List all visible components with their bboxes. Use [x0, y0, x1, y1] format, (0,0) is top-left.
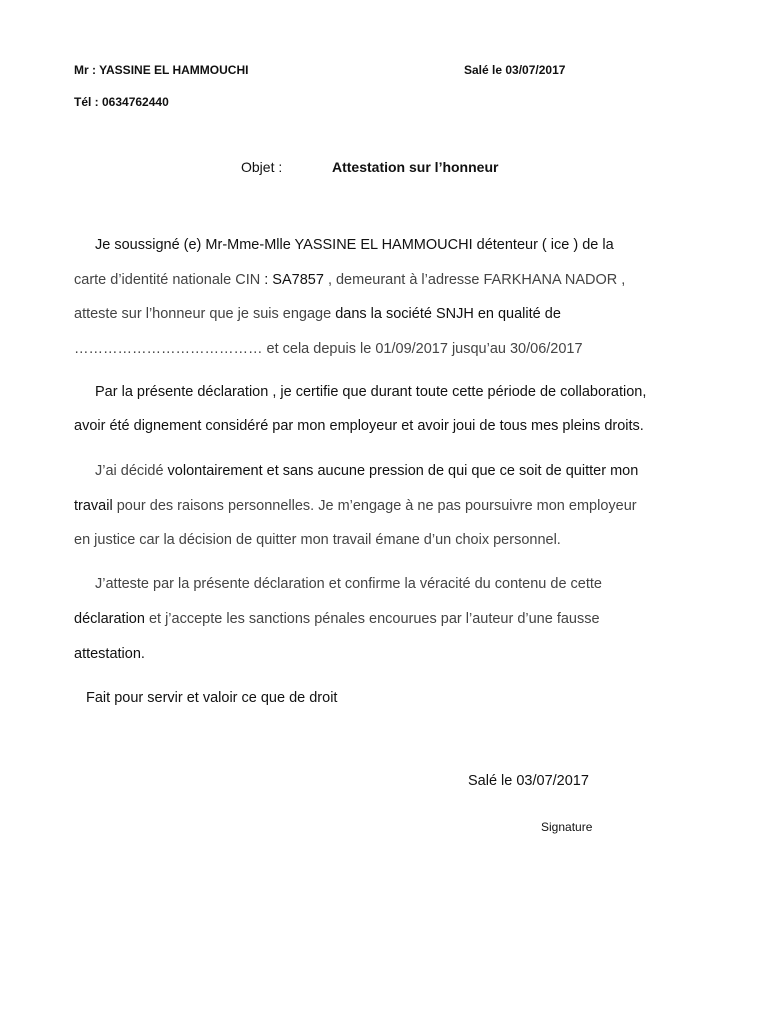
p4-line-2 — [74, 612, 600, 627]
p4-line-2-a: déclaration — [74, 611, 145, 627]
sender-phone: Tél : 0634762440 — [74, 95, 169, 109]
p4-line-1: J’atteste par la présente déclaration et confirme la véracité du contenu de cette — [95, 576, 602, 592]
p3-line-3: en justice car la décision de quitter mon travail émane d’un choix personnel. — [74, 532, 561, 548]
subject-label: Objet : — [241, 159, 283, 175]
p1-line-1: Je soussigné (e) Mr-Mme-Mlle YASSINE EL HAMMOUCHI détenteur ( ice ) de la — [95, 237, 614, 253]
p3-line-1-a: J’ai décidé — [95, 463, 164, 479]
p1-line-3 — [74, 307, 561, 322]
header-place-date: Salé le 03/07/2017 — [464, 63, 566, 77]
p2-line-1: Par la présente déclaration , je certifie que durant toute cette période de collaboration, — [95, 384, 647, 400]
p4-line-3: attestation. — [74, 646, 145, 662]
p3-line-2 — [74, 499, 637, 514]
p1-line-3-a: atteste sur l’honneur que je suis engage — [74, 306, 332, 322]
p3-line-1-b: volontairement et sans aucune pression de qui que ce soit de quitter mon — [167, 463, 639, 479]
p1-line-3-b: dans la société SNJH en qualité de — [335, 306, 561, 322]
p2-line-2: avoir été dignement considéré par mon employeur et avoir joui de tous mes pleins droits. — [74, 418, 644, 434]
signature-label: Signature — [541, 820, 593, 834]
sender-name: Mr : YASSINE EL HAMMOUCHI — [74, 63, 249, 77]
p4-line-2-b: et j’accepte les sanctions pénales encourues par l’auteur d’une fausse — [148, 611, 600, 627]
p3-line-2-b: pour des raisons personnelles. Je m’engage à ne pas poursuivre mon employeur — [116, 498, 637, 514]
p1-line-2 — [74, 273, 625, 288]
p1-line-2-b: : SA7857 — [264, 272, 324, 288]
p3-line-2-a: travail — [74, 498, 113, 514]
closing-line: Fait pour servir et valoir ce que de droit — [86, 690, 338, 706]
p1-line-2-c: , demeurant à l’adresse FARKHANA NADOR , — [327, 272, 626, 288]
p1-line-4: ………………………………… et cela depuis le 01/09/2017 jusqu’au 30/06/2017 — [74, 341, 583, 357]
p3-line-1 — [95, 464, 638, 479]
p1-line-2-a: carte d’identité nationale CIN — [74, 272, 261, 288]
footer-place-date: Salé le 03/07/2017 — [468, 773, 589, 789]
subject-title: Attestation sur l’honneur — [332, 159, 499, 175]
